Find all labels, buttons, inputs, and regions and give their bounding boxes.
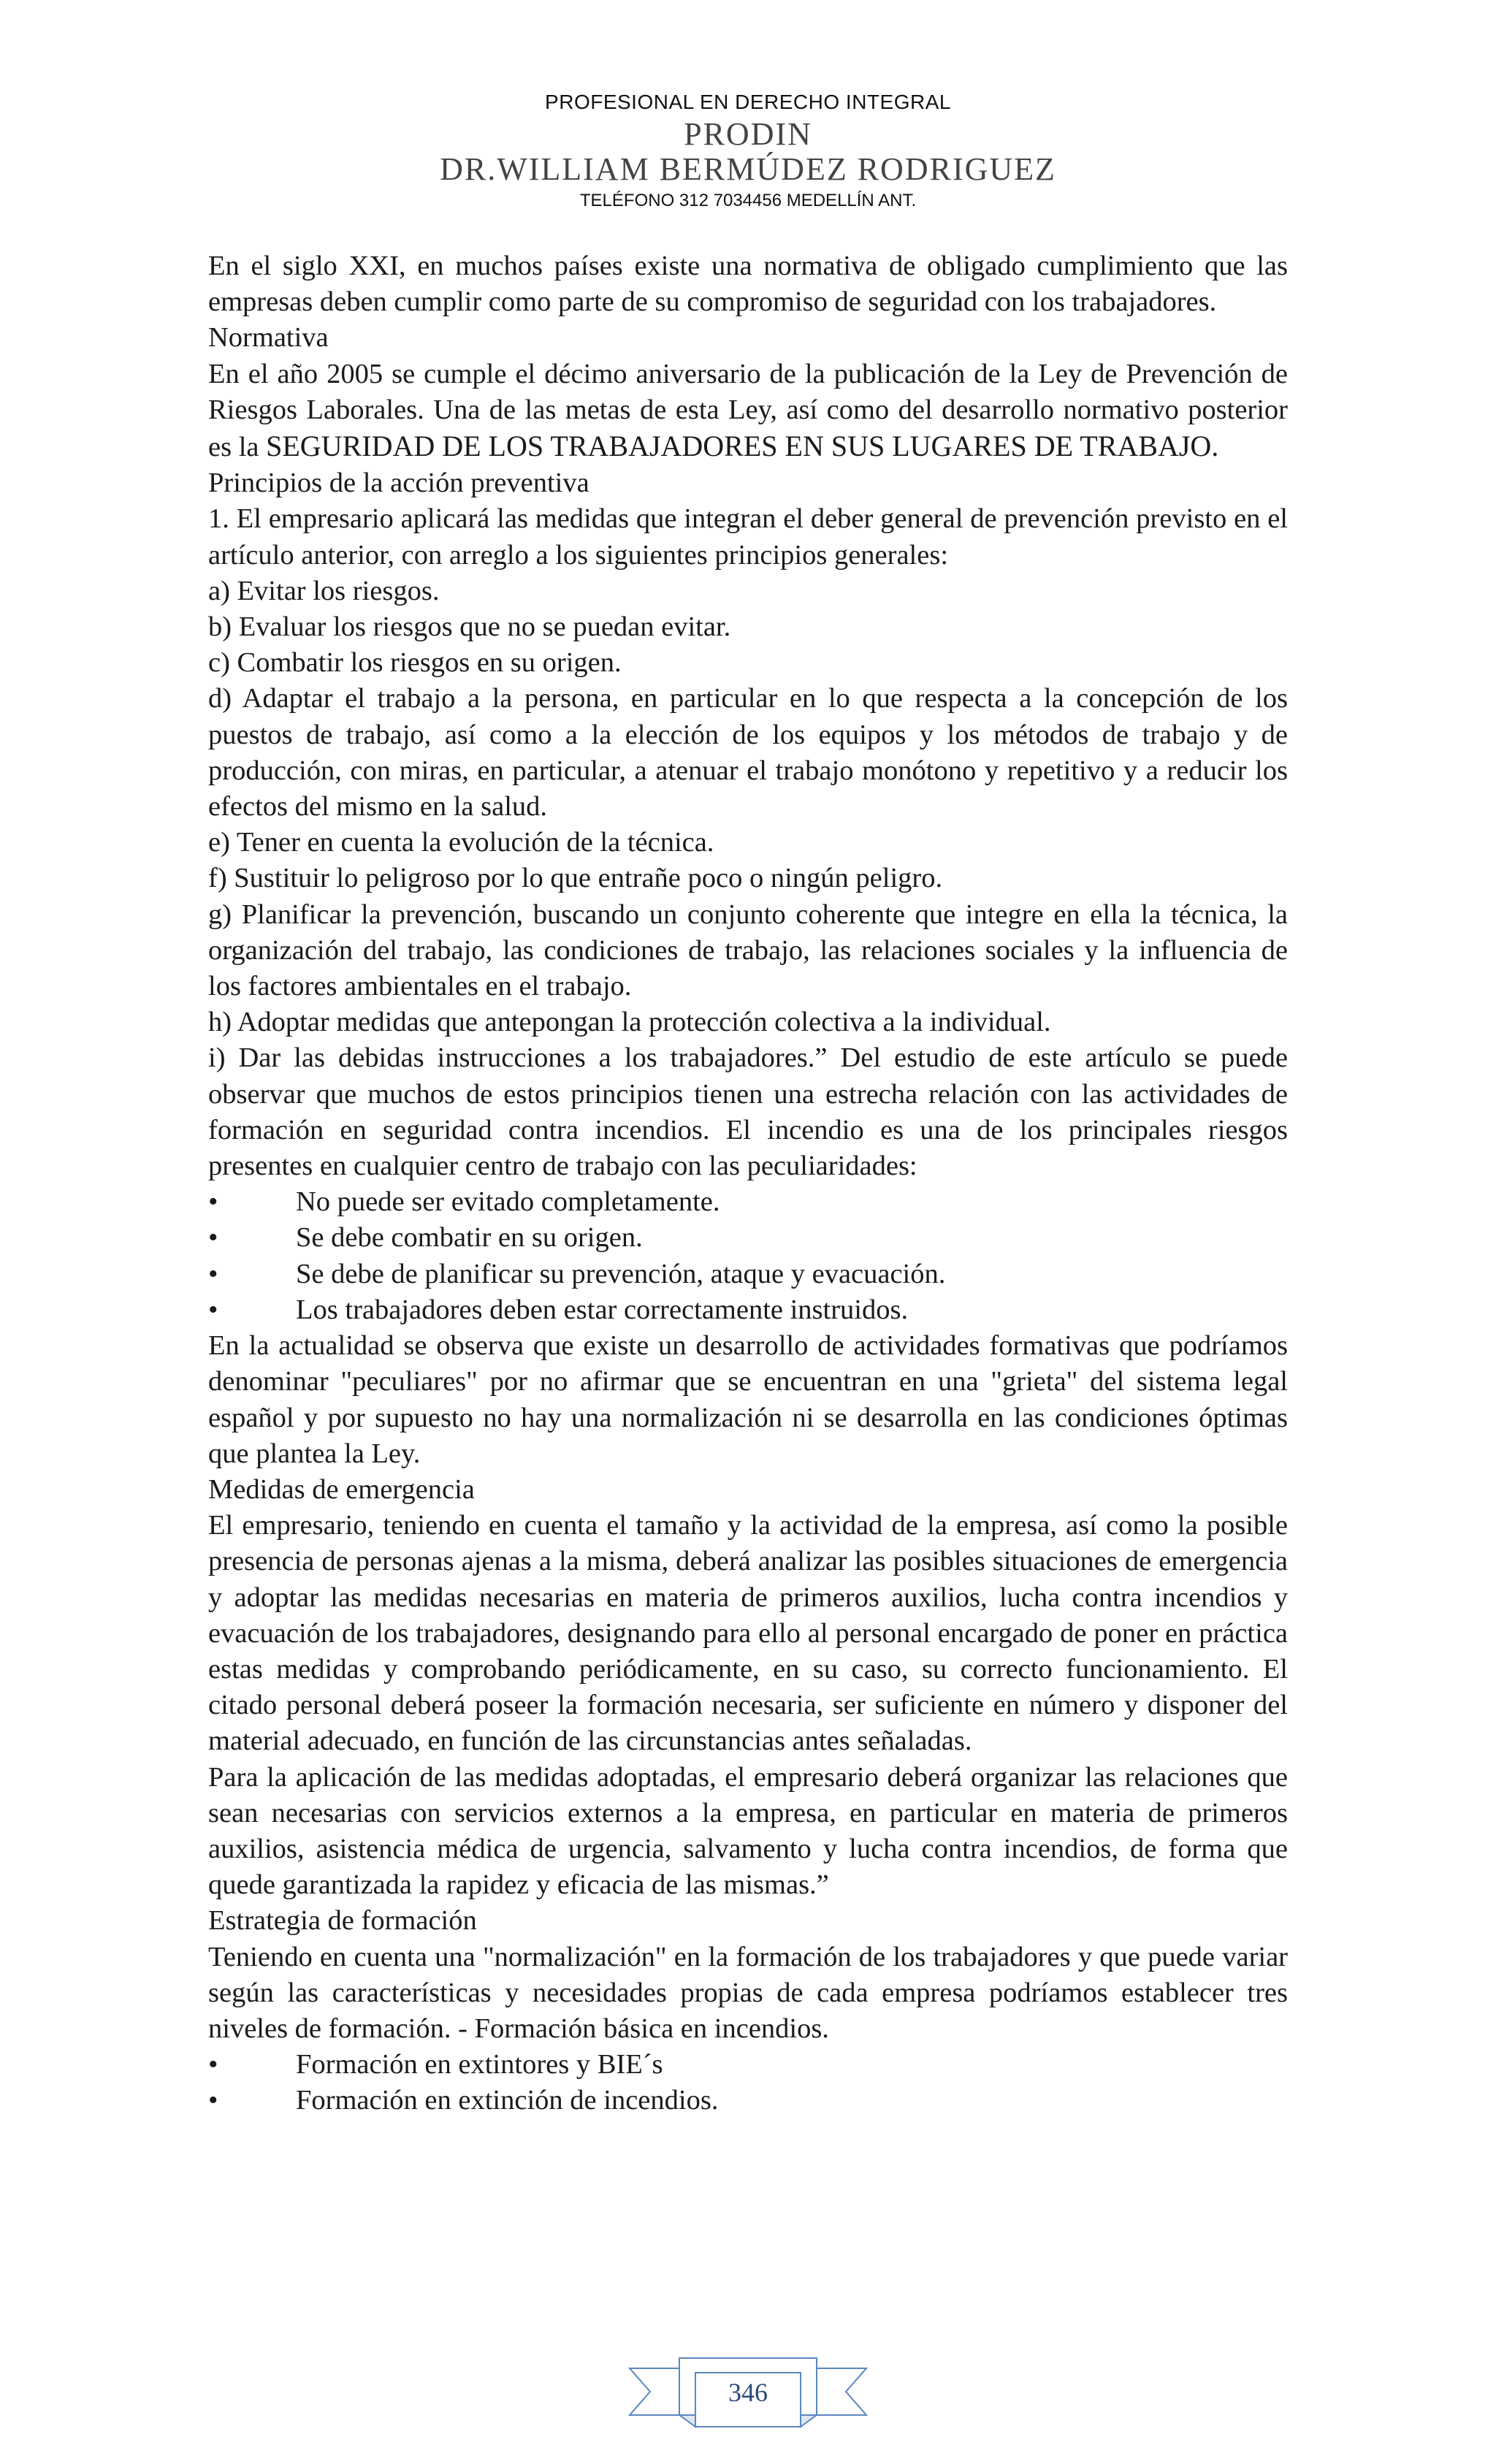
list-item-g: g) Planificar la prevención, buscando un conjunto coherente que integre en ella la técnica, la organización del trabajo, las condiciones de trabajo, las relaciones sociales y la influencia de los factores ambientales en el trabajo. bbox=[208, 899, 1288, 1002]
paragraph-intro: En el siglo XXI, en muchos países existe una normativa de obligado cumplimiento que las empresas deben cumplir como parte de su compromiso de seguridad con los trabajadores. bbox=[208, 251, 1288, 318]
bullet-text: Se debe de planificar su prevención, ataque y evacuación. bbox=[296, 1258, 946, 1289]
bullet-text: Formación en extinción de incendios. bbox=[296, 2085, 719, 2116]
bullet-item bbox=[208, 1256, 1288, 1292]
bullet-icon: • bbox=[208, 1294, 218, 1325]
bullet-text: Se debe combatir en su origen. bbox=[296, 1222, 643, 1254]
letterhead-phone: TELÉFONO 312 7034456 MEDELLÍN ANT. bbox=[579, 191, 917, 210]
letterhead bbox=[0, 88, 1496, 215]
bullet-text: No puede ser evitado completamente. bbox=[296, 1186, 720, 1218]
list-item-e: e) Tener en cuenta la evolución de la técnica. bbox=[208, 827, 714, 858]
paragraph-actualidad: En la actualidad se observa que existe un desarrollo de actividades formativas que podríamos denominar "peculiares" por no afirmar que se encuentran en una "grieta" del sistema legal español y por supuesto no hay una normalización ni se desarrolla en las condiciones óptimas que plantea la Ley. bbox=[208, 1330, 1288, 1469]
heading-normativa: Normativa bbox=[208, 322, 329, 354]
heading-estrategia: Estrategia de formación bbox=[208, 1905, 477, 1937]
letterhead-acronym: PRODIN bbox=[684, 116, 812, 152]
paragraph-medidas: El empresario, teniendo en cuenta el tamaño y la actividad de la empresa, así como la posible presencia de personas ajenas a la misma, deberá analizar las posibles situaciones de emergencia y adoptar las medidas necesarias en materia de primeros auxilios, lucha contra incendios y evacuación de los trabajadores, designando para ello al personal encargado de poner en práctica estas medidas y comprobando periódicamente, en su caso, su correcto funcionamiento. El citado personal deberá poseer la formación necesaria, ser suficiente en número y disponer del material adecuado, en función de las circunstancias antes señaladas. bbox=[208, 1510, 1288, 1757]
letterhead-author: DR.WILLIAM BERMÚDEZ RODRIGUEZ bbox=[440, 151, 1056, 187]
page-number-ribbon bbox=[628, 2354, 868, 2434]
heading-medidas: Medidas de emergencia bbox=[208, 1473, 475, 1505]
bullet-item bbox=[208, 2047, 1288, 2083]
bullet-icon: • bbox=[208, 1258, 218, 1289]
bullet-item bbox=[208, 2083, 1288, 2118]
paragraph-estrategia: Teniendo en cuenta una "normalización" en la formación de los trabajadores y que puede variar según las características y necesidades propias de cada empresa podríamos establecer tres niveles de formación. - Formación básica en incendios. bbox=[208, 1941, 1288, 2044]
list-item-i: i) Dar las debidas instrucciones a los trabajadores.” Del estudio de este artículo se puede observar que muchos de estos principios tienen una estrecha relación con las actividades de formación en seguridad contra incendios. El incendio es una de los principales riesgos presentes en cualquier centro de trabajo con las peculiaridades: bbox=[208, 1042, 1288, 1182]
paragraph-principios: 1. El empresario aplicará las medidas que integran el deber general de prevención previsto en el artículo anterior, con arreglo a los siguientes principios generales: bbox=[208, 503, 1288, 571]
paragraph-normativa bbox=[208, 356, 1288, 466]
bullet-item bbox=[208, 1292, 1288, 1328]
bullet-text: Formación en extintores y BIE´s bbox=[296, 2049, 663, 2080]
list-item-c: c) Combatir los riesgos en su origen. bbox=[208, 647, 622, 679]
letterhead-firm-name: PROFESIONAL EN DERECHO INTEGRAL bbox=[545, 91, 951, 113]
bullet-item bbox=[208, 1220, 1288, 1256]
bullet-text: Los trabajadores deben estar correctamente instruidos. bbox=[296, 1294, 909, 1325]
paragraph-aplicacion: Para la aplicación de las medidas adoptadas, el empresario deberá organizar las relaciones que sean necesarias con servicios externos a la empresa, en particular en materia de primeros auxilios, asistencia médica de urgencia, salvamento y lucha contra incendios, de forma que quede garantizada la rapidez y eficacia de las mismas.” bbox=[208, 1761, 1288, 1901]
bullet-icon: • bbox=[208, 2049, 218, 2080]
list-item-b: b) Evaluar los riesgos que no se puedan evitar. bbox=[208, 611, 731, 643]
list-item-h: h) Adoptar medidas que antepongan la protección colectiva a la individual. bbox=[208, 1007, 1051, 1038]
heading-principios: Principios de la acción preventiva bbox=[208, 468, 589, 499]
list-item-d: d) Adaptar el trabajo a la persona, en particular en lo que respecta a la concepción de los puestos de trabajo, así como a la elección de los equipos y los métodos de trabajo y de producción, con miras, en particular, a atenuar el trabajo monótono y repetitivo y a reducir los efectos del mismo en la salud. bbox=[208, 683, 1288, 823]
paragraph-normativa-emphasis: SEGURIDAD DE LOS TRABAJADORES EN SUS LUGARES DE TRABAJO. bbox=[266, 430, 1219, 463]
page-number: 346 bbox=[728, 2378, 768, 2407]
document-body bbox=[208, 248, 1288, 2119]
bullet-icon: • bbox=[208, 1186, 218, 1218]
paragraph-normativa-text: En el año 2005 se cumple el décimo aniversario de la publicación de la Ley de Prevención de Riesgos Laborales. Una de las metas de esta Ley, así como del desarrollo normativo posterior es la bbox=[208, 358, 1288, 463]
bullet-icon: • bbox=[208, 1222, 218, 1254]
bullet-item bbox=[208, 1184, 1288, 1220]
list-item-f: f) Sustituir lo peligroso por lo que entrañe poco o ningún peligro. bbox=[208, 863, 943, 894]
list-item-a: a) Evitar los riesgos. bbox=[208, 575, 440, 606]
bullet-icon: • bbox=[208, 2085, 218, 2116]
